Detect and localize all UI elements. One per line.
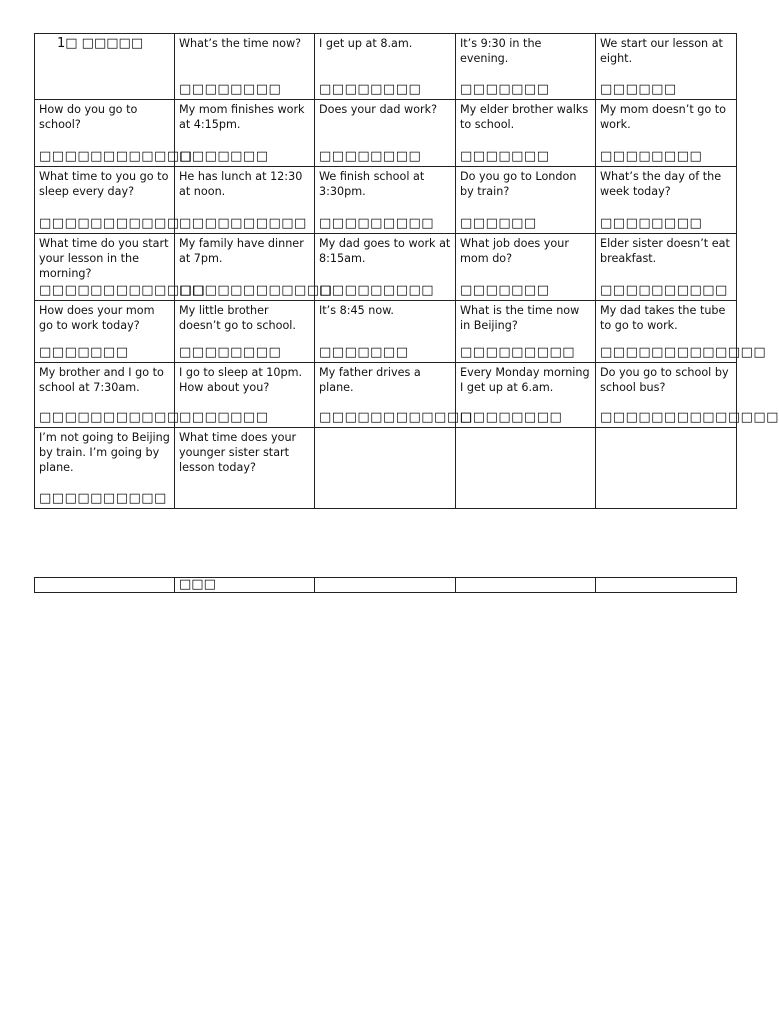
cell-content: [460, 102, 591, 164]
sentence-cell: [175, 34, 315, 100]
cell-content: [39, 365, 180, 425]
sentence-cell: [315, 428, 456, 509]
sentence-cell: [315, 234, 456, 301]
cell-content: [600, 36, 732, 97]
translation-text: □□□□□□□: [460, 82, 550, 97]
english-sentence: Do you go to school by school bus?: [600, 366, 729, 394]
sentence-cell: [315, 301, 456, 363]
english-sentence: What’s the day of the week today?: [600, 170, 722, 198]
sentence-cell: [596, 234, 737, 301]
translation-text: □□□□□□□□: [600, 216, 703, 231]
cell-content: [39, 102, 193, 164]
cell-content: [460, 430, 591, 506]
sentence-cell: [175, 428, 315, 509]
translation-text: □□□□□□□□: [319, 82, 422, 97]
cell-content: [179, 102, 310, 164]
translation-text: □□□□□□: [600, 82, 677, 97]
translation-text: □□□□□□□: [460, 149, 550, 164]
english-sentence: My brother and I go to school at 7:30am.: [39, 366, 164, 394]
cell-content: [460, 169, 591, 231]
english-sentence: What is the time now in Beijing?: [460, 304, 580, 332]
english-sentence: My dad goes to work at 8:15am.: [319, 237, 451, 265]
english-sentence: What job does your mom do?: [460, 237, 569, 265]
translation-text: □□□□□□□□□: [319, 216, 435, 231]
translation-text: □□□□□□□□□□: [39, 491, 167, 506]
table-row: [35, 100, 737, 167]
sentence-cell: [456, 167, 596, 234]
table-row: [35, 34, 737, 100]
translation-text: □□□□□□□□: [460, 410, 563, 425]
sentence-cell: [456, 234, 596, 301]
sentence-cell: [596, 34, 737, 100]
english-sentence: I’m not going to Beijing by train. I’m going by plane.: [39, 431, 170, 474]
english-sentence: What time to you go to sleep every day?: [39, 170, 169, 198]
english-sentence: What’s the time now?: [179, 37, 302, 50]
cell-content: [179, 169, 310, 231]
sentence-grid: [34, 33, 779, 509]
english-sentence: Does your dad work?: [319, 103, 438, 116]
translation-text: □□□□□□□□: [179, 345, 282, 360]
translation-text: □□□□□□□□□□□□□: [600, 345, 767, 360]
sentence-cell: [456, 363, 596, 428]
sentence-cell: [175, 167, 315, 234]
sentence-cell: [315, 34, 456, 100]
cell-content: [319, 303, 451, 360]
english-sentence: My family have dinner at 7pm.: [179, 237, 304, 265]
cell-content: [319, 236, 451, 298]
table-cell: [456, 578, 596, 593]
cell-content: [39, 36, 170, 97]
cell-content: [600, 236, 732, 298]
english-sentence: How do you go to school?: [39, 103, 138, 131]
sentence-cell: [456, 100, 596, 167]
english-sentence: Elder sister doesn’t eat breakfast.: [600, 237, 730, 265]
cell-content: [319, 36, 451, 97]
translation-text: □□□□□□□: [179, 149, 269, 164]
sentence-cell: [35, 100, 193, 167]
table-row: [35, 234, 737, 301]
cell-content: [600, 169, 732, 231]
english-sentence: My mom finishes work at 4:15pm.: [179, 103, 305, 131]
cell-content: [319, 102, 451, 164]
translation-text: □□□□□□□□: [600, 149, 703, 164]
english-sentence: It’s 9:30 in the evening.: [460, 37, 542, 65]
sentence-cell: [35, 234, 206, 301]
sentence-cell: [456, 301, 596, 363]
translation-text: □□□□□□□□□□□: [39, 216, 180, 231]
translation-text: □□□□□□□□□□□□□: [39, 283, 206, 298]
translation-text: □□□□□□□□□□: [179, 216, 307, 231]
cell-content: [600, 430, 732, 506]
english-sentence: I get up at 8.am.: [319, 37, 413, 50]
sentence-cell: [456, 34, 596, 100]
cell-content: [179, 303, 310, 360]
translation-text: □□□□□□□□: [179, 82, 282, 97]
translation-text: □□□□□□□: [319, 345, 409, 360]
translation-text: □□□□□□□□□: [460, 345, 576, 360]
sentence-cell: [35, 301, 175, 363]
cell-content: [460, 365, 591, 425]
translation-text: □□□□□□: [460, 216, 537, 231]
sentence-cell: [175, 301, 315, 363]
cell-content: [600, 365, 779, 425]
translation-text: □□□□□□□: [39, 345, 129, 360]
table-row: [35, 363, 737, 428]
sentence-cell: [596, 100, 737, 167]
cell-content: [39, 430, 170, 506]
translation-text: □□□□□□□: [179, 410, 269, 425]
cell-content: [460, 303, 591, 360]
translation-text: □□□□□□□□□: [319, 283, 435, 298]
cell-content: [600, 303, 767, 360]
sentence-cell: [596, 428, 737, 509]
table-row: [35, 428, 737, 509]
sheet-heading: 1□ □□□□□: [57, 36, 144, 51]
cell-content: [319, 430, 451, 506]
sentence-cell: [35, 167, 180, 234]
cell-content: [39, 236, 206, 298]
cell-content: [460, 236, 591, 298]
sentence-cell: [456, 428, 596, 509]
english-sentence: What time do you start your lesson in the morning?: [39, 237, 169, 280]
sentence-cell: [175, 234, 333, 301]
sentence-cell: [35, 363, 180, 428]
sentence-cell: [596, 363, 779, 428]
english-sentence: What time does your younger sister start lesson today?: [179, 431, 297, 474]
table-row: [35, 167, 737, 234]
table-cell: [35, 578, 175, 593]
table-cell: □□□: [175, 578, 315, 593]
english-sentence: Every Monday morning I get up at 6.am.: [460, 366, 590, 394]
english-sentence: I go to sleep at 10pm. How about you?: [179, 366, 303, 394]
cell-content: [319, 365, 473, 425]
translation-text: □□□□□□□□□□□: [39, 410, 180, 425]
english-sentence: My little brother doesn’t go to school.: [179, 304, 296, 332]
english-sentence: My dad takes the tube to go to work.: [600, 304, 726, 332]
sentence-cell: [315, 167, 456, 234]
translation-text: □□□□□□□□□□□□: [39, 149, 193, 164]
table-cell: [315, 578, 456, 593]
sentence-cell: [596, 301, 767, 363]
english-sentence: How does your mom go to work today?: [39, 304, 155, 332]
translation-text: □□□□□□□□□□□□□□: [600, 410, 779, 425]
sentence-cell: [35, 428, 175, 509]
translation-text: □□□□□□□: [460, 283, 550, 298]
english-sentence: Do you go to London by train?: [460, 170, 577, 198]
cell-content: [179, 365, 310, 425]
cell-content: [179, 236, 333, 298]
sentence-cell: [596, 167, 737, 234]
translation-text: □□□□□□□□□□□□: [179, 283, 333, 298]
english-sentence: He has lunch at 12:30 at noon.: [179, 170, 303, 198]
sentence-cell: [315, 100, 456, 167]
sentence-cell: [175, 100, 315, 167]
translation-text: □□□□□□□□: [319, 149, 422, 164]
cell-content: [179, 430, 310, 506]
cell-content: [39, 303, 170, 360]
table-row: [35, 301, 737, 363]
cell-content: [600, 102, 732, 164]
sentence-cell: [35, 34, 175, 100]
sentence-cell: [175, 363, 315, 428]
cell-content: [460, 36, 591, 97]
sentence-cell: [315, 363, 473, 428]
bottom-table: [34, 577, 737, 593]
english-sentence: It’s 8:45 now.: [319, 304, 394, 317]
table-row: [35, 578, 737, 593]
english-sentence: My elder brother walks to school.: [460, 103, 589, 131]
cell-content: [179, 36, 310, 97]
english-sentence: My mom doesn’t go to work.: [600, 103, 727, 131]
cell-content: [39, 169, 180, 231]
english-sentence: My father drives a plane.: [319, 366, 421, 394]
table-cell: [596, 578, 737, 593]
translation-text: □□□□□□□□□□: [600, 283, 728, 298]
cell-content: [319, 169, 451, 231]
english-sentence: We finish school at 3:30pm.: [319, 170, 425, 198]
translation-text: □□□□□□□□□□□□: [319, 410, 473, 425]
english-sentence: We start our lesson at eight.: [600, 37, 723, 65]
